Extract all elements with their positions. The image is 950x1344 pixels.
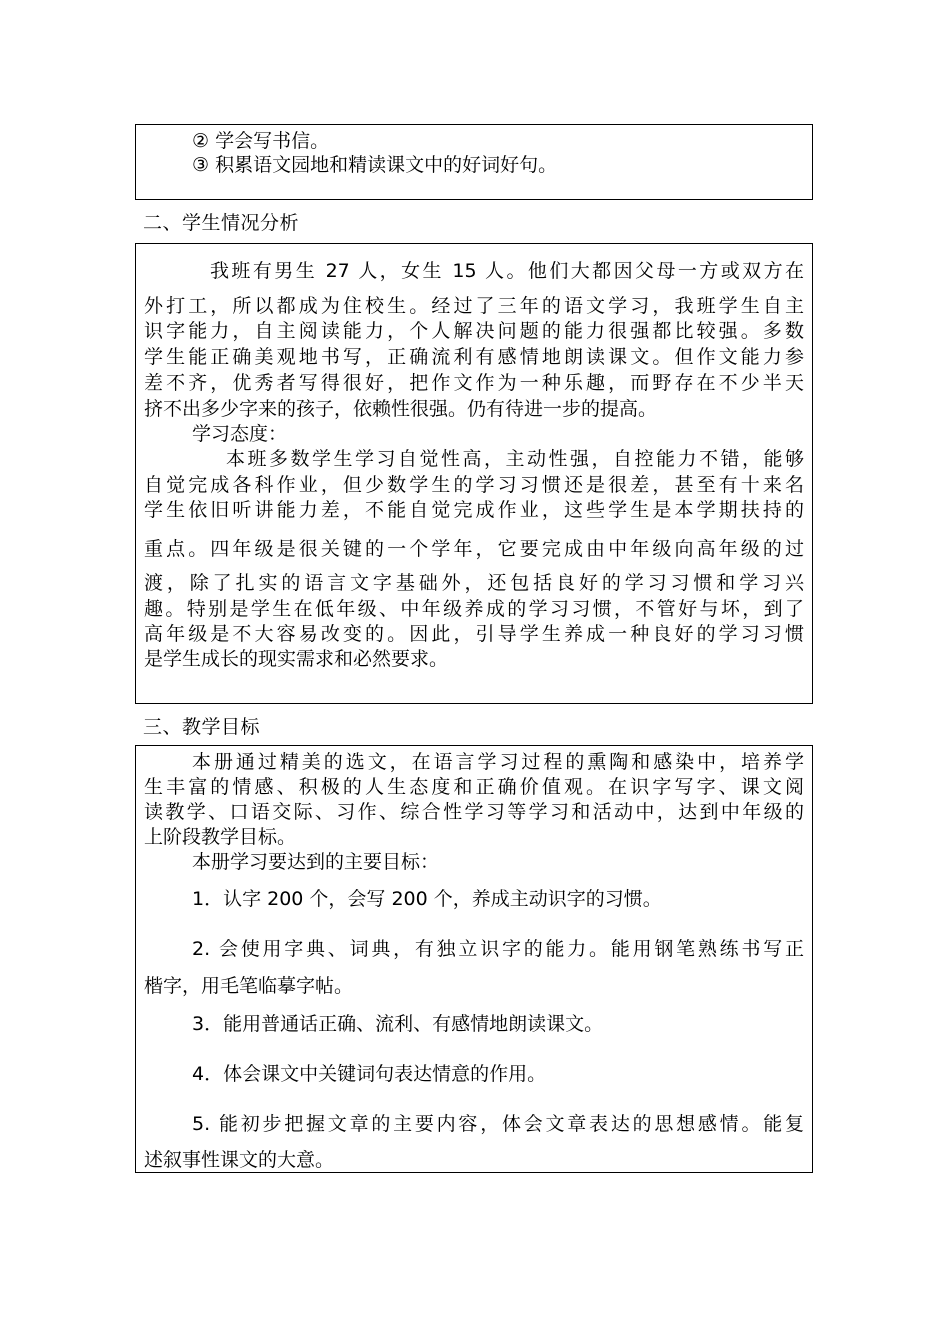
text-line: 自觉完成各科作业，但少数学生的学习习惯还是很差，甚至有十来名 [144,474,804,496]
objectives-continued-box [135,124,813,200]
student-analysis-box [135,243,813,704]
goal-item-2-continued: 楷字，用毛笔临摹字帖。 [144,975,354,997]
text-line: 我班有男生 27 人，女生 15 人。他们大都因父母一方或双方在 [210,260,804,282]
section-heading-student-analysis: 二、学生情况分析 [143,212,300,234]
text-line: 高年级是不大容易改变的。因此，引导学生养成一种良好的学习习惯 [144,623,804,645]
text-line: 读教学、口语交际、习作、综合性学习等学习和活动中，达到中年级的 [144,801,804,823]
text-line: 学生能正确美观地书写，正确流利有感情地朗读课文。但作文能力参 [144,346,804,368]
goal-item-1: 1．认字 200 个，会写 200 个，养成主动识字的习惯。 [192,888,662,910]
subheading-learning-attitude: 学习态度： [192,423,288,445]
text-line: 趣。特别是学生在低年级、中年级养成的学习习惯，不管好与坏，到了 [144,598,804,620]
goal-item-4: 4．体会课文中关键词句表达情意的作用。 [192,1063,547,1085]
text-line: 本班多数学生学习自觉性高，主动性强，自控能力不错，能够 [226,448,804,470]
subheading-main-goals: 本册学习要达到的主要目标： [192,851,440,873]
text-line: 本册通过精美的选文，在语言学习过程的熏陶和感染中，培养学 [192,751,804,773]
text-line: 重点。四年级是很关键的一个学年，它要完成由中年级向高年级的过 [144,538,804,560]
goal-item-5-continued: 述叙事性课文的大意。 [144,1149,335,1171]
text-line: 生丰富的情感、积极的人生态度和正确价值观。在识字写字、课文阅 [144,776,804,798]
goal-item-3: 3．能用普通话正确、流利、有感情地朗读课文。 [192,1013,604,1035]
teaching-goals-box [135,745,813,1173]
text-line: 识字能力，自主阅读能力，个人解决问题的能力很强都比较强。多数 [144,320,804,342]
text-line: 渡，除了扎实的语言文字基础外，还包括良好的学习习惯和学习兴 [144,572,804,594]
text-line: 挤不出多少字来的孩子，依赖性很强。仍有待进一步的提高。 [144,398,658,420]
text-line: ③ 积累语文园地和精读课文中的好词好句。 [192,154,558,176]
goal-item-5: 5. 能初步把握文章的主要内容，体会文章表达的思想感情。能复 [192,1113,804,1135]
section-heading-teaching-goals: 三、教学目标 [143,716,261,738]
text-line: 是学生成长的现实需求和必然要求。 [144,648,449,670]
text-line: ② 学会写书信。 [192,130,330,152]
text-line: 上阶段教学目标。 [144,826,297,848]
goal-item-2: 2. 会使用字典、词典，有独立识字的能力。能用钢笔熟练书写正 [192,938,804,960]
text-line: 学生依旧听讲能力差，不能自觉完成作业，这些学生是本学期扶持的 [144,499,804,521]
text-line: 外打工，所以都成为住校生。经过了三年的语文学习，我班学生自主 [144,295,804,317]
text-line: 差不齐，优秀者写得很好，把作文作为一种乐趣，而野存在不少半天 [144,372,804,394]
